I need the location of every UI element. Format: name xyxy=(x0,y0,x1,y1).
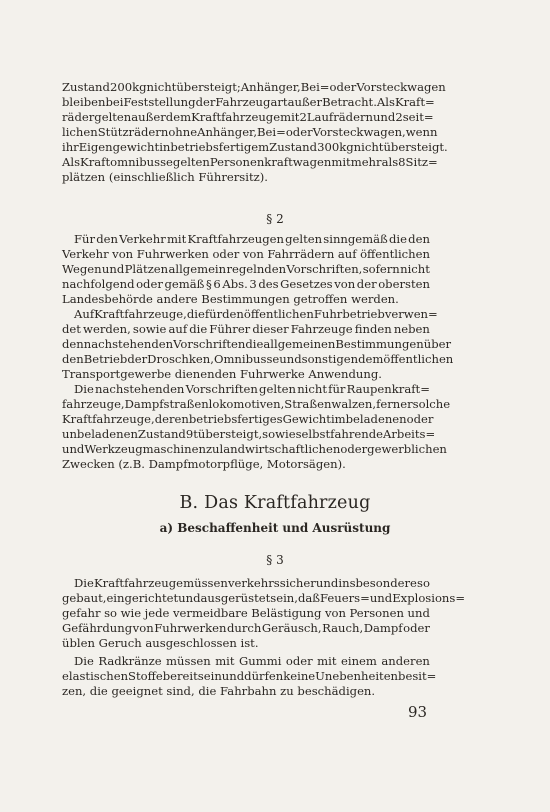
section-2-paragraph-3 xyxy=(62,382,451,472)
text-line: gebaut, eingerichtet und ausgerüstet sein, daß Feuers= und Explosions= xyxy=(62,591,466,605)
section-3-heading: § 3 xyxy=(266,553,284,567)
text-line: Kraftfahrzeuge, deren betriebsfertiges Gewicht im beladenen oder xyxy=(62,412,434,426)
text-line: Zwecken (z.B. Dampfmotorpflüge, Motorsägen). xyxy=(62,457,346,471)
text-line: Als Kraftomnibusse gelten Personenkraftwagen mit mehr als 8 Sitz= xyxy=(62,155,438,169)
text-line: räder gelten außerdem Kraftfahrzeuge mit 2 Laufrädern und 2 seit= xyxy=(62,110,434,124)
text-line: unbeladenen Zustand 9 t übersteigt, sowie selbstfahrende Arbeits= xyxy=(62,427,436,441)
text-line: bleiben bei Feststellung der Fahrzeugart außer Betracht. Als Kraft= xyxy=(62,95,435,109)
page-number: 93 xyxy=(408,703,428,721)
text-line: Transportgewerbe dienenden Fuhrwerke Anwendung. xyxy=(62,367,382,381)
text-line: Auf Kraftfahrzeuge, die für den öffentlichen Fuhrbetrieb verwen= xyxy=(74,307,438,321)
text-line: Die nachstehenden Vorschriften gelten nicht für Raupenkraft= xyxy=(74,382,430,396)
section-2-paragraph-2 xyxy=(62,307,454,382)
section-2-heading: § 2 xyxy=(266,212,284,226)
text-line: gefahr so wie jede vermeidbare Belästigung von Personen und xyxy=(62,606,430,620)
text-line: lichen Stützrädern ohne Anhänger, Bei= oder Vorsteckwagen, wenn xyxy=(62,125,438,139)
text-line: Landesbehörde andere Bestimmungen getroffen werden. xyxy=(62,292,399,306)
text-line: üblen Geruch ausgeschlossen ist. xyxy=(62,636,259,650)
text-line: det werden, sowie auf die Führer dieser Fahrzeuge finden neben xyxy=(62,322,430,336)
text-line: und Werkzeugmaschinen zu landwirtschaftlichen oder gewerblichen xyxy=(62,442,447,456)
text-line: den nachstehenden Vorschriften die allgemeinen Bestimmungen über xyxy=(62,337,452,351)
paragraph-1 xyxy=(62,80,448,185)
text-line: Verkehr von Fuhrwerken oder von Fahrrädern auf öffentlichen xyxy=(62,247,430,261)
text-line: den Betrieb der Droschken, Omnibusse und sonstigen demöffentlichen xyxy=(62,352,454,366)
text-line: ihr Eigengewicht in betriebsfertigem Zustand 300 kg nicht übersteigt. xyxy=(62,140,448,154)
text-line: elastischen Stoffe bereit sein und dürfen keine Unebenheiten besit= xyxy=(62,669,437,683)
text-line: zen, die geeignet sind, die Fahrbahn zu beschädigen. xyxy=(62,684,376,698)
text-line: nachfolgend oder gemäß § 6 Abs. 3 des Gesetzes von der obersten xyxy=(62,277,430,291)
section-3-paragraph-1 xyxy=(62,576,466,651)
text-line: plätzen (einschließlich Führersitz). xyxy=(62,170,268,184)
text-line: Die Kraftfahrzeuge müssen verkehrssicher und insbesondere so xyxy=(74,576,430,590)
text-line: Zustand 200 kg nicht übersteigt; Anhänger, Bei= oder Vorsteckwagen xyxy=(62,80,446,94)
part-heading: B. Das Kraftfahrzeug xyxy=(179,493,371,513)
text-line: Gefährdung von Fuhrwerken durch Geräusch, Rauch, Dampf oder xyxy=(62,621,430,635)
section-3-paragraph-2 xyxy=(62,654,437,699)
text-line: Die Radkränze müssen mit Gummi oder mit einem anderen xyxy=(74,654,430,668)
subpart-heading: a) Beschaffenheit und Ausrüstung xyxy=(159,521,391,535)
section-2-paragraph-1 xyxy=(62,232,430,307)
text-line: fahrzeuge, Dampfstraßenlokomotiven, Straßenwalzen, ferner solche xyxy=(62,397,451,411)
text-line: Für den Verkehr mit Kraftfahrzeugen gelten sinngemäß die den xyxy=(74,232,430,246)
text-line: Wegen und Plätzen allgemein regelnden Vorschriften, sofern nicht xyxy=(62,262,430,276)
